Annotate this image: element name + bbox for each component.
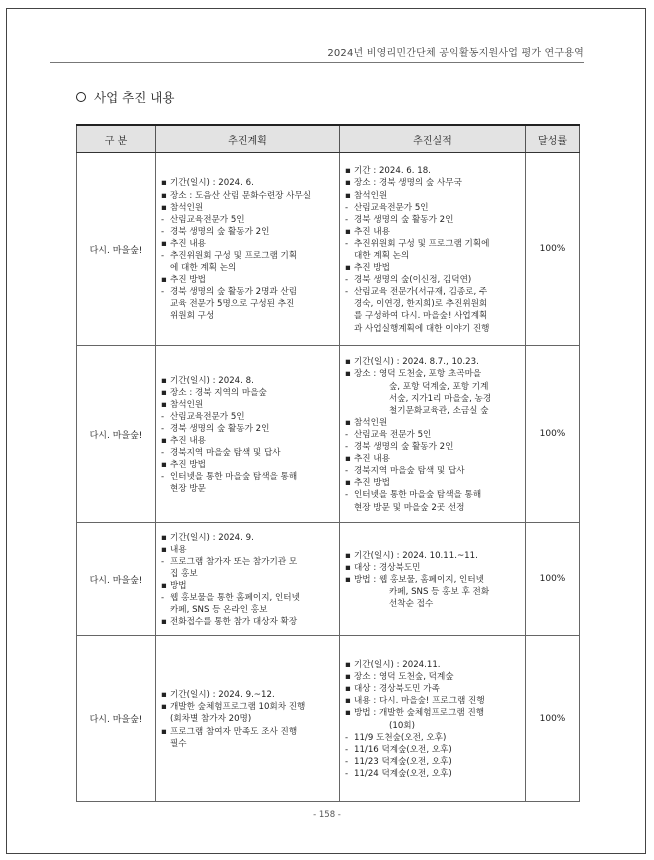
list-item	[345, 238, 521, 250]
list-item	[161, 701, 335, 713]
square-bullet-icon: ▪	[345, 660, 351, 671]
list-item-text: 경북 생명의 숲 활동가 2인	[170, 226, 270, 237]
list-item	[161, 310, 335, 322]
dash-marker: -	[345, 466, 349, 477]
list-item-text: 참석인원	[354, 417, 388, 428]
list-item	[161, 726, 335, 738]
dash-marker: -	[161, 226, 165, 237]
list-item	[345, 214, 521, 226]
list-item	[345, 598, 521, 610]
list-item-text: 위원회 구성	[170, 311, 215, 322]
list-item-text: 추진 내용	[354, 454, 390, 465]
dash-marker: -	[161, 593, 165, 604]
square-bullet-icon: ▪	[161, 726, 167, 737]
dash-marker: -	[345, 429, 349, 440]
list-item	[161, 592, 335, 604]
square-bullet-icon: ▪	[161, 275, 167, 286]
list-item	[345, 732, 521, 744]
list-item	[161, 423, 335, 435]
list-item-text: 경북지역 마을숲 탐색 및 답사	[170, 448, 281, 459]
list-item	[161, 738, 335, 750]
list-item-text: 장소 : 영덕 도천숲, 덕계숲	[354, 672, 454, 683]
list-item-text: 산림교육 전문가 5인	[354, 429, 432, 440]
list-item	[345, 707, 521, 719]
list-item-text: 기간(일시) : 2024. 10.11.~11.	[354, 550, 478, 561]
list-item-text: 11/23 덕계숲(오전, 오후)	[354, 756, 452, 767]
dash-marker: -	[345, 744, 349, 755]
list-item-text: (10회)	[389, 720, 415, 731]
list-item-text: 철기문화교육관, 소금실 숲	[389, 405, 489, 416]
list-item	[345, 659, 521, 671]
list-item	[161, 411, 335, 423]
list-item	[345, 165, 521, 177]
list-item-text: 내용 : 다시. 마을숲! 프로그램 진행	[354, 696, 485, 707]
list-item-text: 산림교육전문가 5인	[170, 411, 245, 422]
list-item	[161, 544, 335, 556]
square-bullet-icon: ▪	[345, 574, 351, 585]
square-bullet-icon: ▪	[161, 238, 167, 249]
list-item	[161, 483, 335, 495]
dash-marker: -	[161, 423, 165, 434]
list-item	[345, 393, 521, 405]
list-item	[161, 214, 335, 226]
plan-list	[156, 523, 339, 635]
column-header-plan: 추진계획	[156, 125, 340, 153]
square-bullet-icon: ▪	[161, 399, 167, 410]
list-item	[161, 399, 335, 411]
list-item-text: 산림교육전문가 5인	[354, 202, 429, 213]
list-item	[161, 387, 335, 399]
list-item	[345, 683, 521, 695]
column-header-result: 추진실적	[340, 125, 526, 153]
square-bullet-icon: ▪	[345, 166, 351, 177]
square-bullet-icon: ▪	[161, 202, 167, 213]
plan-list	[156, 636, 339, 801]
dash-marker: -	[161, 214, 165, 225]
column-header-rate: 달성률	[526, 125, 580, 153]
result-cell	[340, 153, 526, 346]
list-item-text: 기간(일시) : 2024. 8.7., 10.23.	[354, 357, 479, 368]
square-bullet-icon: ▪	[345, 263, 351, 274]
dash-marker: -	[345, 768, 349, 779]
list-item-text: 참석인원	[170, 399, 204, 410]
list-item-text: 현장 방문 및 마을숲 2곳 선정	[354, 502, 465, 513]
square-bullet-icon: ▪	[161, 532, 167, 543]
list-item-text: 대한 계획 논의	[354, 251, 410, 261]
category-cell: 다시. 마을숲!	[77, 523, 156, 636]
list-item-text: 기간(일시) : 2024. 6.	[170, 178, 254, 189]
list-item	[161, 713, 335, 725]
list-item	[161, 616, 335, 628]
list-item-text: 추진 내용	[170, 238, 206, 249]
category-cell: 다시. 마을숲!	[77, 346, 156, 523]
list-item	[161, 689, 335, 701]
list-item-text: 기간(일시) : 2024. 8.	[170, 375, 254, 386]
dash-marker: -	[345, 287, 349, 298]
list-item-text: 추진 내용	[170, 436, 206, 446]
list-item	[345, 586, 521, 598]
table-row	[77, 523, 580, 636]
list-item-text: 11/24 덕계숲(오전, 오후)	[354, 768, 452, 779]
square-bullet-icon: ▪	[345, 357, 351, 368]
result-list	[340, 346, 525, 522]
list-item-text: 대상 : 경상북도민 가족	[354, 684, 440, 695]
result-list	[340, 523, 525, 635]
list-item-text: 산림교육 전문가(서규재, 김종로, 주	[354, 287, 488, 298]
dash-marker: -	[161, 287, 165, 298]
list-item-text: 기간 : 2024. 6. 18.	[354, 166, 431, 177]
list-item-text: 에 대한 계획 논의	[170, 263, 237, 274]
rate-cell: 100%	[526, 636, 580, 802]
category-cell: 다시. 마을숲!	[77, 153, 156, 346]
list-item	[345, 441, 521, 453]
list-item-text: 경북 생명의 숲 활동가 2인	[170, 423, 270, 434]
plan-cell	[156, 523, 340, 636]
square-bullet-icon: ▪	[345, 684, 351, 695]
list-item-text: 추진 방법	[170, 460, 206, 471]
list-item-text: 필수	[170, 738, 187, 749]
list-item-text: 추진 방법	[170, 275, 206, 286]
dash-marker: -	[345, 238, 349, 249]
list-item	[345, 744, 521, 756]
list-item	[161, 202, 335, 214]
list-item-text: (회차별 참가자 20명)	[170, 714, 252, 725]
page-number: - 158 -	[313, 810, 341, 820]
list-item	[345, 262, 521, 274]
dash-marker: -	[345, 202, 349, 213]
list-item	[345, 695, 521, 707]
square-bullet-icon: ▪	[345, 178, 351, 189]
list-item	[345, 453, 521, 465]
square-bullet-icon: ▪	[345, 478, 351, 489]
list-item-text: 선착순 접수	[389, 599, 434, 610]
dash-marker: -	[345, 490, 349, 501]
category-cell: 다시. 마을숲!	[77, 636, 156, 802]
list-item	[161, 471, 335, 483]
list-item-text: 현장 방문	[170, 484, 206, 495]
list-item-text: 산림교육전문가 5인	[170, 214, 245, 225]
list-item	[161, 226, 335, 238]
square-bullet-icon: ▪	[345, 190, 351, 201]
list-item-text: 집 홍보	[170, 568, 198, 579]
list-item	[161, 262, 335, 274]
list-item	[345, 477, 521, 489]
plan-cell	[156, 153, 340, 346]
list-item-text: 방법 : 개발한 숲체험프로그램 진행	[354, 708, 485, 719]
rate-cell: 100%	[526, 153, 580, 346]
list-item-text: 숲, 포항 덕계숲, 포항 기계	[389, 381, 489, 392]
square-bullet-icon: ▪	[161, 190, 167, 201]
list-item-text: 경숙, 이연경, 한지희)로 추진위원회	[354, 299, 488, 310]
list-item	[345, 274, 521, 286]
square-bullet-icon: ▪	[345, 696, 351, 707]
list-item	[161, 274, 335, 286]
table-row	[77, 153, 580, 346]
table-header-row	[77, 125, 580, 153]
list-item	[345, 381, 521, 393]
list-item	[345, 323, 521, 335]
list-item	[345, 489, 521, 501]
list-item-text: 기간(일시) : 2024.11.	[354, 660, 441, 671]
list-item-text: 추진 방법	[354, 478, 390, 489]
list-item-text: 서숲, 지가1리 마을숲, 농경	[389, 393, 492, 404]
column-header-category: 구 분	[77, 125, 156, 153]
dash-marker: -	[161, 411, 165, 422]
list-item	[345, 562, 521, 574]
list-item-text: 프로그램 참가자 또는 참가기관 모	[170, 556, 298, 567]
list-item-text: 방법 : 웹 홍보물, 홈페이지, 인터넷	[354, 574, 484, 585]
list-item-text: 장소 : 도음산 산림 문화수련장 사무실	[170, 190, 312, 201]
list-item	[345, 550, 521, 562]
list-item-text: 인터넷을 통한 마을숲 탐색을 통해	[170, 472, 298, 483]
plan-list	[156, 346, 339, 522]
list-item	[345, 574, 521, 586]
rate-cell: 100%	[526, 346, 580, 523]
list-item	[345, 502, 521, 514]
square-bullet-icon: ▪	[345, 369, 351, 380]
square-bullet-icon: ▪	[345, 454, 351, 465]
list-item	[161, 556, 335, 568]
list-item	[345, 226, 521, 238]
list-item-text: 카페, SNS 등 온라인 홍보	[170, 605, 268, 616]
list-item-text: 참석인원	[170, 202, 204, 213]
list-item	[345, 356, 521, 368]
list-item	[345, 310, 521, 322]
list-item-text: 대상 : 경상북도민	[354, 562, 421, 573]
dash-marker: -	[161, 448, 165, 459]
list-item	[345, 671, 521, 683]
hollow-circle-bullet-icon	[76, 92, 86, 102]
list-item	[161, 298, 335, 310]
list-item	[345, 298, 521, 310]
list-item-text: 추진위원회 구성 및 프로그램 기획에	[354, 238, 490, 249]
list-item-text: 추진위원회 구성 및 프로그램 기획	[170, 251, 298, 261]
square-bullet-icon: ▪	[161, 690, 167, 701]
list-item	[345, 286, 521, 298]
square-bullet-icon: ▪	[345, 417, 351, 428]
list-item-text: 웹 홍보물을 통한 홈페이지, 인터넷	[170, 593, 300, 604]
list-item	[345, 190, 521, 202]
list-item	[345, 177, 521, 189]
list-item-text: 를 구성하여 다시. 마을숲! 사업계획	[354, 311, 488, 322]
list-item	[161, 459, 335, 471]
list-item-text: 기간(일시) : 2024. 9.~12.	[170, 690, 275, 701]
section-heading-text: 사업 추진 내용	[94, 90, 175, 105]
list-item-text: 참석인원	[354, 190, 388, 201]
list-item	[161, 250, 335, 262]
list-item-text: 경북 생명의 숲 활동가 2인	[354, 214, 454, 225]
plan-cell	[156, 636, 340, 802]
list-item-text: 장소 : 경북 생명의 숲 사무국	[354, 178, 462, 189]
square-bullet-icon: ▪	[161, 617, 167, 628]
square-bullet-icon: ▪	[345, 550, 351, 561]
plan-cell	[156, 346, 340, 523]
list-item	[345, 465, 521, 477]
result-list	[340, 153, 525, 345]
list-item	[161, 177, 335, 189]
table-row	[77, 636, 580, 802]
result-list	[340, 636, 525, 801]
list-item	[161, 435, 335, 447]
list-item-text: 기간(일시) : 2024. 9.	[170, 532, 254, 543]
list-item-text: 추진 방법	[354, 263, 390, 274]
square-bullet-icon: ▪	[161, 460, 167, 471]
list-item	[345, 429, 521, 441]
list-item	[345, 405, 521, 417]
square-bullet-icon: ▪	[345, 562, 351, 573]
list-item-text: 방법	[170, 581, 187, 591]
list-item-text: 교육 전문가 5명으로 구성된 추진	[170, 299, 295, 310]
square-bullet-icon: ▪	[161, 178, 167, 189]
list-item-text: 장소 : 경북 지역의 마을숲	[170, 387, 267, 398]
square-bullet-icon: ▪	[345, 672, 351, 683]
table-row	[77, 346, 580, 523]
dash-marker: -	[345, 275, 349, 286]
list-item-text: 추진 내용	[354, 226, 390, 237]
list-item	[345, 250, 521, 262]
list-item-text: 장소 : 영덕 도천숲, 포항 초곡마을	[354, 369, 482, 380]
list-item	[161, 190, 335, 202]
list-item-text: 전화접수를 통한 참가 대상자 확장	[170, 617, 298, 628]
list-item	[161, 604, 335, 616]
list-item	[345, 720, 521, 732]
list-item-text: 경북 생명의 숲 활동가 2명과 산림	[170, 287, 298, 298]
list-item-text: 카페, SNS 등 홍보 후 전화	[389, 587, 490, 598]
square-bullet-icon: ▪	[161, 387, 167, 398]
dash-marker: -	[161, 251, 165, 261]
list-item-text: 인터넷을 통한 마을숲 탐색을 통해	[354, 490, 482, 501]
result-cell	[340, 346, 526, 523]
list-item	[161, 375, 335, 387]
dash-marker: -	[345, 732, 349, 743]
dash-marker: -	[345, 442, 349, 453]
dash-marker: -	[161, 556, 165, 567]
square-bullet-icon: ▪	[161, 436, 167, 446]
result-cell	[340, 523, 526, 636]
result-cell	[340, 636, 526, 802]
list-item	[161, 580, 335, 592]
square-bullet-icon: ▪	[161, 544, 167, 555]
dash-marker: -	[345, 214, 349, 225]
list-item-text: 경북 생명의 숲 활동가 2인	[354, 442, 454, 453]
square-bullet-icon: ▪	[345, 226, 351, 237]
list-item	[345, 768, 521, 780]
square-bullet-icon: ▪	[345, 708, 351, 719]
square-bullet-icon: ▪	[161, 581, 167, 591]
list-item-text: 11/9 도천숲(오전, 오후)	[354, 732, 447, 743]
section-heading	[76, 88, 174, 106]
rate-cell: 100%	[526, 523, 580, 636]
list-item	[345, 202, 521, 214]
plan-list	[156, 153, 339, 345]
list-item	[161, 532, 335, 544]
list-item	[345, 368, 521, 380]
list-item	[161, 447, 335, 459]
running-header: 2024년 비영리민간단체 공익활동지원사업 평가 연구용역	[327, 48, 584, 59]
list-item	[161, 238, 335, 250]
dash-marker: -	[161, 472, 165, 483]
header-rule	[50, 62, 584, 63]
list-item	[161, 568, 335, 580]
progress-table	[76, 124, 580, 802]
dash-marker: -	[345, 756, 349, 767]
list-item	[345, 417, 521, 429]
list-item-text: 내용	[170, 544, 187, 555]
list-item	[161, 286, 335, 298]
square-bullet-icon: ▪	[161, 375, 167, 386]
list-item-text: 11/16 덕계숲(오전, 오후)	[354, 744, 452, 755]
list-item-text: 개발한 숲체험프로그램 10회차 진행	[170, 702, 306, 713]
list-item-text: 과 사업실행계획에 대한 이야기 진행	[354, 323, 490, 334]
list-item-text: 경북지역 마을숲 탐색 및 답사	[354, 466, 465, 477]
list-item-text: 프로그램 참여자 만족도 조사 진행	[170, 726, 298, 737]
square-bullet-icon: ▪	[161, 702, 167, 713]
list-item-text: 경북 생명의 숲(이신정, 김덕연)	[354, 275, 472, 286]
list-item	[345, 756, 521, 768]
